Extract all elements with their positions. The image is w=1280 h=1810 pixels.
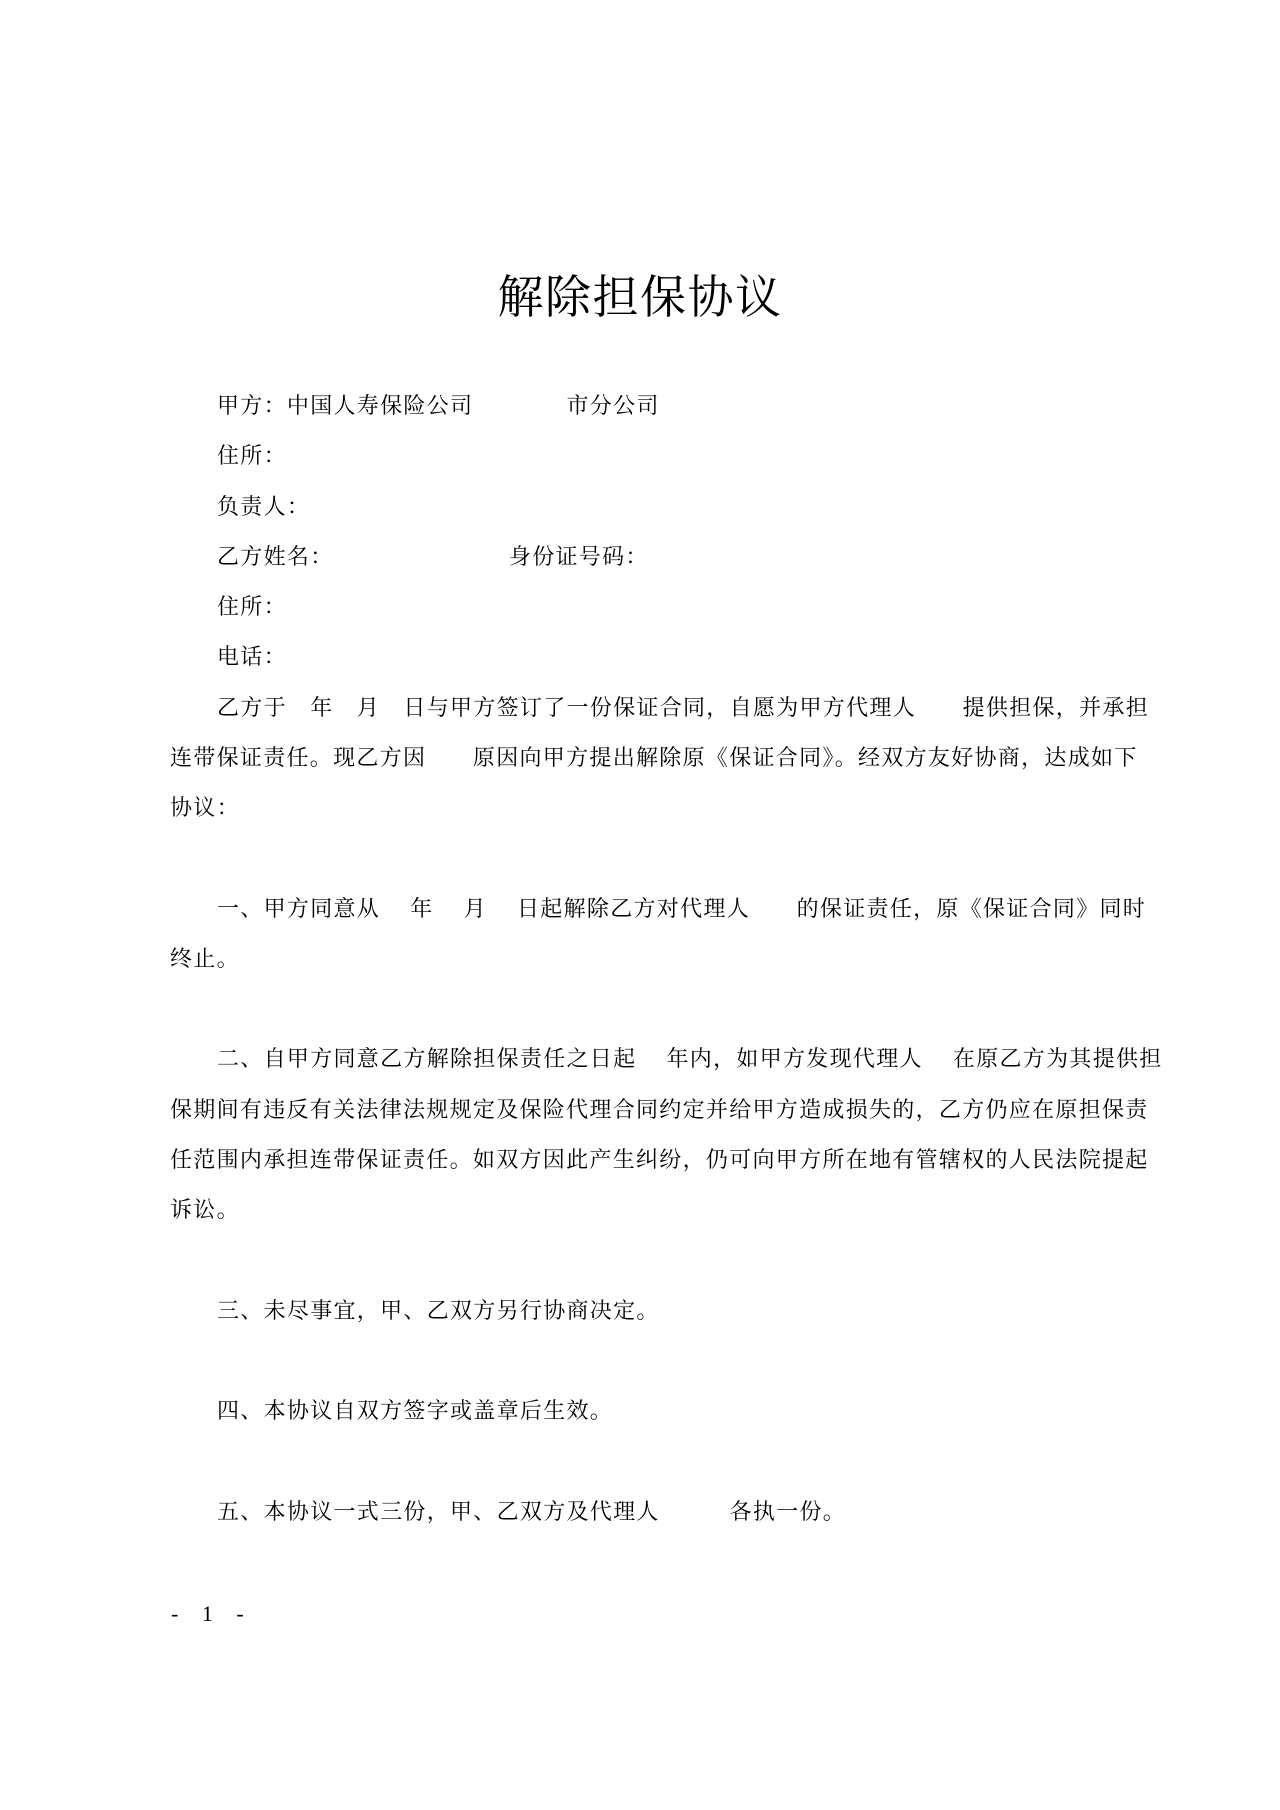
line-clause-2-2: 保期间有违反有关法律法规规定及保险代理合同约定并给甲方造成损失的，乙方仍应在原担保责	[170, 1096, 1149, 1122]
line-party-a: 甲方：中国人寿保险公司 市分公司	[217, 393, 660, 418]
line-party-a-address: 住所：	[217, 443, 287, 469]
document-body	[170, 381, 1163, 1537]
line-blank	[170, 833, 1155, 883]
line-clause-4: 四、本协议自双方签字或盖章后生效。	[217, 1398, 614, 1423]
line-blank	[170, 984, 1155, 1034]
line-blank	[170, 1336, 1155, 1386]
page-number: - 1 -	[171, 1601, 248, 1626]
line-blank	[170, 1235, 1155, 1285]
line-blank	[170, 1436, 1155, 1486]
line-party-a-representative: 负责人：	[217, 493, 311, 519]
line-clause-2-3: 任范围内承担连带保证责任。如双方因此产生纠纷，仍可向甲方所在地有管辖权的人民法院提起	[170, 1146, 1149, 1172]
line-party-b-address: 住所：	[217, 594, 287, 619]
line-preamble-2: 连带保证责任。现乙方因 原因向甲方提出解除原《保证合同》。经双方友好协商，达成如下	[170, 744, 1138, 770]
line-clause-1-2: 终止。	[170, 945, 240, 971]
document-title: 解除担保协议	[497, 272, 783, 323]
line-clause-1-1: 一、甲方同意从 年 月 日起解除乙方对代理人 的保证责任，原《保证合同》同时	[217, 895, 1147, 921]
line-clause-5: 五、本协议一式三份，甲、乙双方及代理人 各执一份。	[217, 1498, 847, 1524]
line-preamble-3: 协议：	[170, 795, 240, 820]
line-party-b-name-id: 乙方姓名： 身份证号码：	[217, 543, 649, 569]
line-clause-3: 三、未尽事宜，甲、乙双方另行协商决定。	[217, 1297, 660, 1323]
line-clause-2-4: 诉讼。	[170, 1197, 240, 1222]
line-clause-2-1: 二、自甲方同意乙方解除担保责任之日起 年内，如甲方发现代理人 在原乙方为其提供担	[217, 1046, 1163, 1072]
line-party-b-phone: 电话：	[217, 644, 287, 670]
line-preamble-1: 乙方于 年 月 日与甲方签订了一份保证合同，自愿为甲方代理人 提供担保，并承担	[217, 694, 1150, 720]
